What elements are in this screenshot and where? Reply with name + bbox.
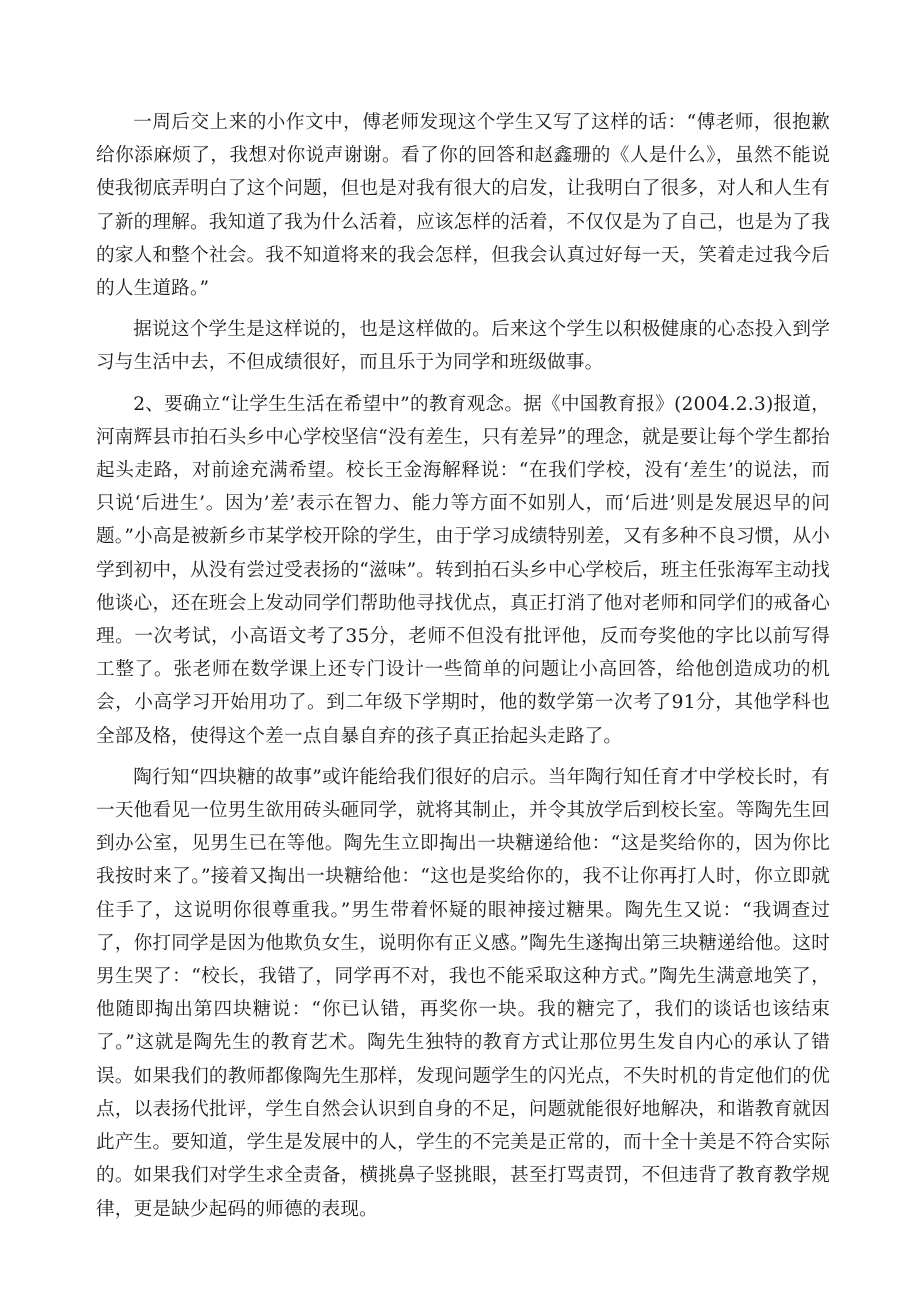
paragraph-3: 2、要确立“让学生生活在希望中”的教育观念。据《中国教育报》(2004.2.3)报道，河南辉县市拍石头乡中心学校坚信“没有差生，只有差异”的理念，就是要让每个学生都抬起头走路，对前途充满希望。校长王金海解释说：“在我们学校，没有‘差生’的说法，而只说‘后进生’。因为’差’表示在智力、能力等方面不如别人，而‘后进’则是发展迟早的问题。”小高是被新乡市某学校开除的学生，由于学习成绩特别差，又有多种不良习惯，从小学到初中，从没有尝过受表扬的“滋味”。转到拍石头乡中心学校后，班主任张海军主动找他谈心，还在班会上发动同学们帮助他寻找优点，真正打消了他对老师和同学们的戒备心理。一次考试，小高语文考了35分，老师不但没有批评他，反而夸奖他的字比以前写得工整了。张老师在数学课上还专门设计一些简单的问题让小高回答，给他创造成功的机会，小高学习开始用功了。到二年级下学期时，他的数学第一次考了91分，其他学科也全部及格，使得这个差一点自暴自弃的孩子真正抬起头走路了。 [96, 393, 830, 747]
paragraph-1: 一周后交上来的小作文中，傅老师发现这个学生又写了这样的话：“傅老师，很抱歉给你添麻烦了，我想对你说声谢谢。看了你的回答和赵鑫珊的《人是什么》，虽然不能说使我彻底弄明白了这个问题，但也是对我有很大的启发，让我明白了很多，对人和人生有了新的理解。我知道了我为什么活着，应该怎样的活着，不仅仅是为了自己，也是为了我的家人和整个社会。我不知道将来的我会怎样，但我会认真过好每一天，笑着走过我今后的人生道路。” [96, 112, 830, 300]
document-body [96, 106, 830, 1234]
paragraph-4: 陶行知“四块糖的故事”或许能给我们很好的启示。当年陶行知任育才中学校长时，有一天他看见一位男生欲用砖头砸同学，就将其制止，并令其放学后到校长室。等陶先生回到办公室，见男生已在等他。陶先生立即掏出一块糖递给他：“这是奖给你的，因为你比我按时来了。”接着又掏出一块糖给他：“这也是奖给你的，我不让你再打人时，你立即就住手了，这说明你很尊重我。”男生带着怀疑的眼神接过糖果。陶先生又说：“我调查过了，你打同学是因为他欺负女生，说明你有正义感。”陶先生遂掏出第三块糖递给他。这时男生哭了：“校长，我错了，同学再不对，我也不能采取这种方式。”陶先生满意地笑了，他随即掏出第四块糖说：“你已认错，再奖你一块。我的糖完了，我们的谈话也该结束了。”这就是陶先生的教育艺术。陶先生独特的教育方式让那位男生发自内心的承认了错误。如果我们的教师都像陶先生那样，发现问题学生的闪光点，不失时机的肯定他们的优点，以表扬代批评，学生自然会认识到自身的不足，问题就能很好地解决，和谐教育就因此产生。要知道，学生是发展中的人，学生的不完美是正常的，而十全十美是不符合实际的。如果我们对学生求全责备，横挑鼻子竖挑眼，甚至打骂责罚，不但违背了教育教学规律，更是缺少起码的师德的表现。 [96, 766, 830, 1220]
paragraph-2: 据说这个学生是这样说的，也是这样做的。后来这个学生以积极健康的心态投入到学习与生活中去，不但成绩很好，而且乐于为同学和班级做事。 [96, 319, 830, 374]
